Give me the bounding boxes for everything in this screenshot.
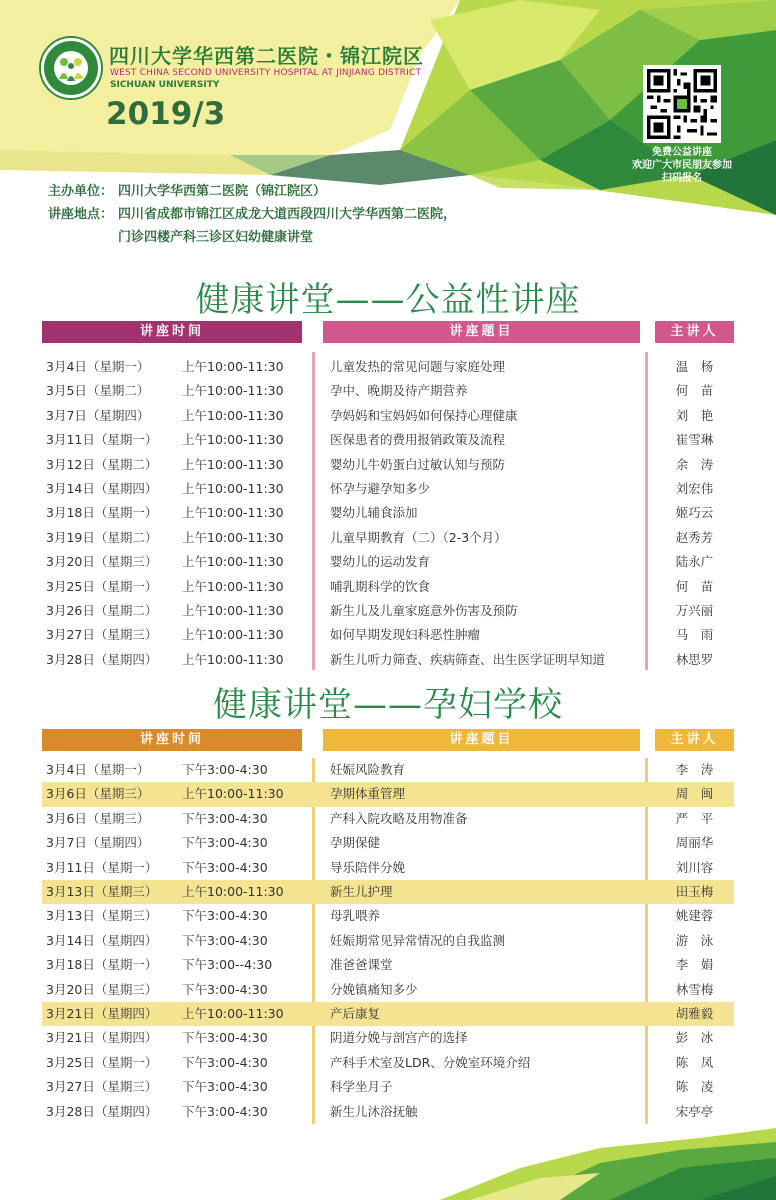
row-date: 3月18日（星期一） [46,505,158,521]
footer-decoration [0,1128,776,1200]
qr-note-line: 欢迎广大市民朋友参加 [632,160,732,171]
row-date: 3月11日（星期一） [46,859,158,875]
row-topic: 新生儿及儿童家庭意外伤害及预防 [330,603,518,618]
table-row [42,648,734,672]
row-topic: 产科入院攻略及用物准备 [330,810,468,826]
row-date: 3月26日（星期二） [46,603,158,618]
table-row [42,428,734,452]
row-speaker: 陆永广 [675,554,714,570]
row-time: 上午10:00-11:30 [182,578,284,594]
row-topic: 产科手术室及LDR、分娩室环境介绍 [330,1054,531,1070]
poster-header [0,0,776,255]
row-time: 上午10:00-11:30 [182,1006,284,1021]
row-date: 3月6日（星期三） [46,786,150,802]
row-topic: 妊娠风险教育 [330,762,406,777]
table-row [42,758,734,782]
hospital-name-cn: 四川大学华西第二医院・锦江院区 [109,44,424,68]
qr-code-icon [647,69,717,139]
table-row [42,978,734,1002]
row-topic: 新生儿护理 [330,884,393,899]
row-speaker: 温 杨 [675,359,714,374]
organizer-value: 四川大学华西第二医院（锦江院区） [118,184,327,199]
table-row [42,929,734,953]
row-date: 3月12日（星期二） [46,456,158,472]
venue-value-2: 门诊四楼产科三诊区妇幼健康讲堂 [118,230,314,245]
row-date: 3月13日（星期三） [46,908,158,924]
table-row [42,404,734,428]
row-speaker: 周 闽 [675,786,714,802]
row-time: 上午10:00-11:30 [182,359,284,374]
row-topic: 孕期保健 [330,835,381,851]
row-speaker: 余 涛 [675,456,714,472]
qr-note-line: 扫码报名 [662,173,702,184]
venue-value: 四川省成都市锦江区成龙大道西段四川大学华西第二医院， [118,207,457,222]
row-speaker: 李 娟 [675,957,714,973]
table-row [42,856,734,880]
row-date: 3月14日（星期四） [46,481,158,496]
venue-line [48,203,456,222]
table-row [42,379,734,403]
row-speaker: 游 泳 [675,932,714,948]
table-row [42,782,734,806]
row-time: 下午3:00-4:30 [182,1054,268,1070]
row-speaker: 林思罗 [675,651,714,667]
row-topic: 母乳喂养 [330,908,381,924]
row-date: 3月21日（星期四） [46,1030,158,1046]
table-row [42,1002,734,1026]
row-topic: 导乐陪伴分娩 [330,859,406,875]
table-row [42,526,734,550]
venue-label: 讲座地点： [48,207,114,222]
row-speaker: 姬巧云 [675,505,714,521]
section-title-public-lectures: 健康讲堂——公益性讲座 [195,280,581,320]
table-row [42,477,734,501]
row-topic: 哺乳期科学的饮食 [330,578,431,594]
table-row [42,355,734,379]
row-speaker: 何 苗 [675,383,714,399]
university-name-en: SICHUAN UNIVERSITY [110,80,220,90]
row-time: 上午10:00-11:30 [182,432,284,448]
table-row [42,599,734,623]
table-row [42,1051,734,1075]
row-time: 上午10:00-11:30 [182,505,284,521]
row-time: 上午10:00-11:30 [182,554,284,570]
row-speaker: 赵秀芳 [675,529,714,545]
qr-note-line: 免费公益讲座 [652,147,712,158]
row-time: 下午3:00--4:30 [182,957,273,973]
row-time: 上午10:00-11:30 [182,383,284,399]
row-topic: 分娩镇痛知多少 [330,981,418,997]
table-row [42,831,734,855]
row-topic: 婴幼儿辅食添加 [330,505,418,521]
table-row [42,453,734,477]
row-speaker: 李 涛 [675,762,714,777]
row-speaker: 刘宏伟 [675,481,714,496]
row-speaker: 胡雅毅 [675,1006,714,1021]
row-topic: 儿童发热的常见问题与家庭处理 [330,359,506,374]
table-row [42,1026,734,1050]
column-header-time: 讲座时间 [42,321,302,343]
row-speaker: 崔雪琳 [675,432,714,448]
row-time: 上午10:00-11:30 [182,456,284,472]
column-header-speaker: 主讲人 [655,321,734,343]
table-row [42,575,734,599]
row-time: 下午3:00-4:30 [182,981,268,997]
row-time: 下午3:00-4:30 [182,762,268,777]
column-header-time: 讲座时间 [42,729,302,751]
row-date: 3月13日（星期三） [46,884,158,899]
row-speaker: 刘川容 [675,859,714,875]
row-date: 3月25日（星期一） [46,578,158,594]
hospital-name-en: WEST CHINA SECOND UNIVERSITY HOSPITAL AT JINJIANG DISTRICT [110,68,422,78]
row-time: 下午3:00-4:30 [182,908,268,924]
row-time: 上午10:00-11:30 [182,603,284,618]
row-time: 上午10:00-11:30 [182,651,284,667]
row-topic: 医保患者的费用报销政策及流程 [330,432,506,448]
row-time: 上午10:00-11:30 [182,407,284,423]
row-time: 上午10:00-11:30 [182,529,284,545]
row-speaker: 宋亭亭 [675,1103,714,1119]
row-time: 下午3:00-4:30 [182,1030,268,1046]
row-topic: 妊娠期常见异常情况的自我监测 [330,932,506,948]
row-date: 3月25日（星期一） [46,1054,158,1070]
row-speaker: 刘 艳 [675,407,714,423]
table-row [42,623,734,647]
table-row [42,807,734,831]
table-row [42,550,734,574]
section-title-maternity-school: 健康讲堂——孕妇学校 [213,685,563,725]
row-topic: 阴道分娩与剖宫产的选择 [330,1030,468,1046]
row-date: 3月20日（星期三） [46,981,158,997]
row-speaker: 周丽华 [675,835,714,851]
row-topic: 新生儿沐浴抚触 [330,1103,418,1119]
row-date: 3月5日（星期二） [46,383,150,399]
row-topic: 如何早期发现妇科恶性肿瘤 [330,627,481,643]
qr-code[interactable] [643,65,721,143]
row-speaker: 何 苗 [675,578,714,594]
table-row [42,1100,734,1124]
row-speaker: 陈 凌 [675,1079,714,1095]
row-date: 3月28日（星期四） [46,651,158,667]
row-topic: 婴幼儿牛奶蛋白过敏认知与预防 [330,456,506,472]
row-time: 下午3:00-4:30 [182,1079,268,1095]
row-speaker: 林雪梅 [675,981,714,997]
row-speaker: 彭 冰 [675,1030,714,1046]
row-topic: 孕妈妈和宝妈妈如何保持心理健康 [330,407,518,423]
table-row [42,501,734,525]
row-time: 下午3:00-4:30 [182,835,268,851]
row-topic: 孕中、晚期及待产期营养 [330,383,468,399]
row-date: 3月7日（星期四） [46,407,150,423]
row-speaker: 马 雨 [675,627,714,643]
venue-line-2 [48,226,313,245]
row-time: 上午10:00-11:30 [182,786,284,802]
row-topic: 新生儿听力筛查、疾病筛查、出生医学证明早知道 [330,651,606,667]
qr-note [612,146,752,185]
row-time: 上午10:00-11:30 [182,884,284,899]
row-speaker: 田玉梅 [675,884,714,899]
row-date: 3月19日（星期二） [46,529,158,545]
hospital-logo [41,38,101,98]
row-time: 下午3:00-4:30 [182,859,268,875]
row-time: 上午10:00-11:30 [182,627,284,643]
row-speaker: 姚建蓉 [675,908,714,924]
row-date: 3月27日（星期三） [46,1079,158,1095]
row-date: 3月7日（星期四） [46,835,150,851]
row-date: 3月28日（星期四） [46,1103,158,1119]
row-topic: 怀孕与避孕知多少 [330,481,431,496]
row-date: 3月4日（星期一） [46,359,150,374]
table-row [42,880,734,904]
row-date: 3月20日（星期三） [46,554,158,570]
row-speaker: 陈 凤 [675,1054,714,1070]
column-header-topic: 讲座题目 [323,729,640,751]
row-date: 3月4日（星期一） [46,762,150,777]
organizer-label: 主办单位： [48,184,114,199]
poster-date: 2019/3 [106,96,226,132]
row-topic: 孕期体重管理 [330,786,406,802]
row-speaker: 万兴丽 [675,603,714,618]
row-topic: 科学坐月子 [330,1079,393,1095]
row-time: 下午3:00-4:30 [182,1103,268,1119]
row-topic: 婴幼儿的运动发育 [330,554,431,570]
row-date: 3月6日（星期三） [46,810,150,826]
table-row [42,904,734,928]
column-header-speaker: 主讲人 [655,729,734,751]
row-date: 3月14日（星期四） [46,932,158,948]
row-topic: 儿童早期教育（二）（2-3个月） [330,529,507,545]
row-time: 下午3:00-4:30 [182,932,268,948]
organizer-line [48,180,326,199]
row-time: 下午3:00-4:30 [182,810,268,826]
row-topic: 产后康复 [330,1006,381,1021]
row-date: 3月21日（星期四） [46,1006,158,1021]
row-date: 3月27日（星期三） [46,627,158,643]
table-row [42,953,734,977]
table-row [42,1075,734,1099]
row-date: 3月11日（星期一） [46,432,158,448]
row-topic: 准爸爸课堂 [330,957,393,973]
row-speaker: 严 平 [675,810,714,826]
row-time: 上午10:00-11:30 [182,481,284,496]
column-header-topic: 讲座题目 [323,321,640,343]
row-date: 3月18日（星期一） [46,957,158,973]
